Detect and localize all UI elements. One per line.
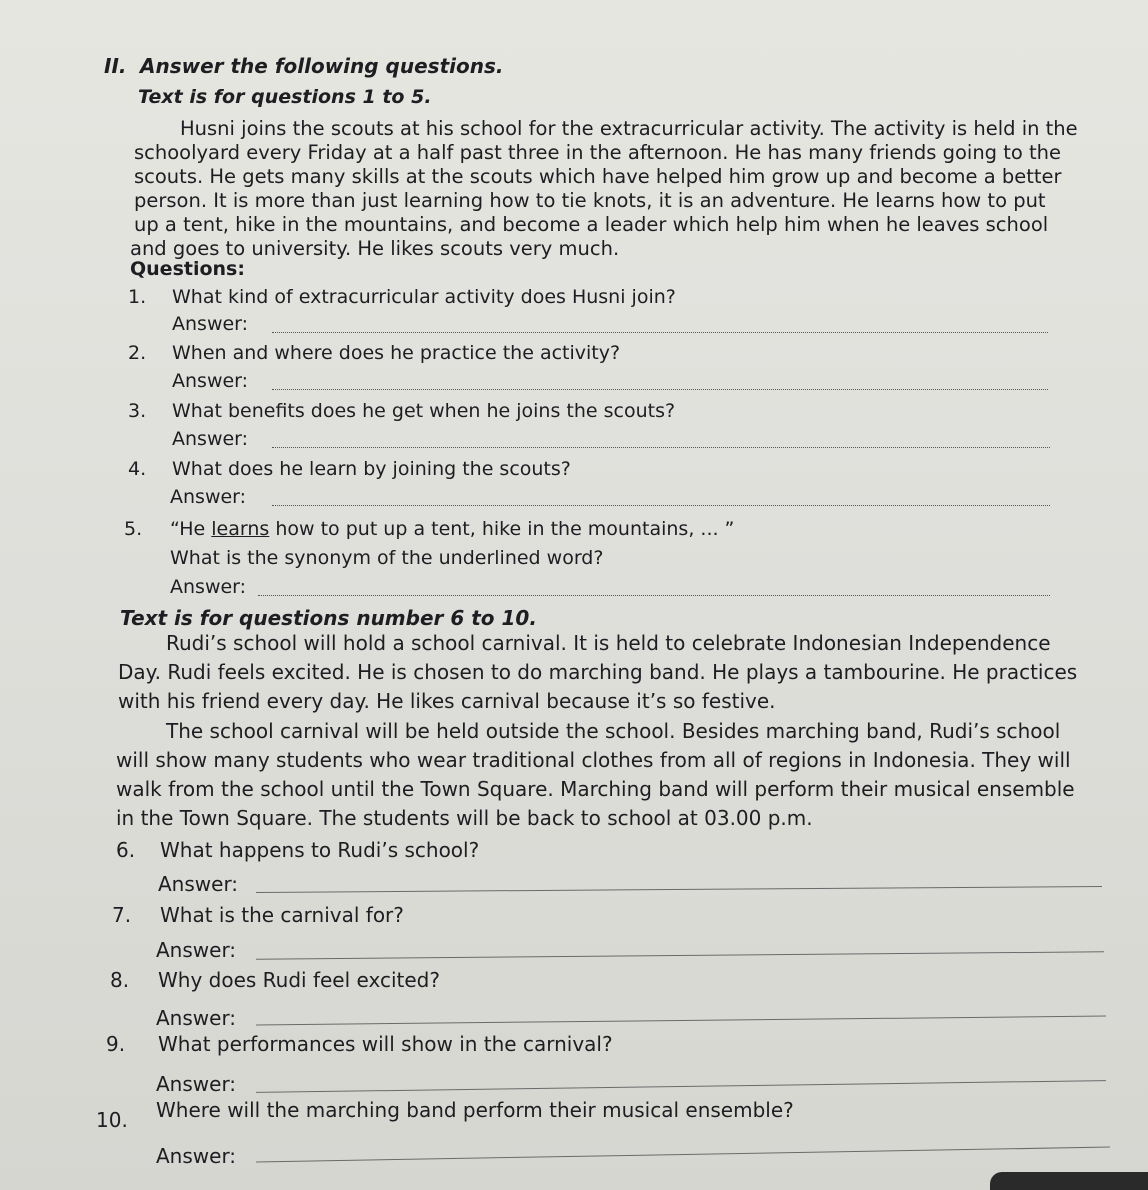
question-text: What kind of extracurricular activity does Husni join?: [172, 286, 676, 308]
text2-line: Day. Rudi feels excited. He is chosen to do marching band. He plays a tambourine. He practices: [118, 660, 1078, 684]
text1-heading: Text is for questions 1 to 5.: [138, 86, 432, 108]
answer-line[interactable]: [256, 886, 1102, 893]
answer-label: Answer:: [172, 313, 249, 335]
answer-line[interactable]: [256, 1016, 1106, 1026]
text1-line: Husni joins the scouts at his school for the extracurricular activity. The activity is held in the: [180, 117, 1078, 140]
question-text: What is the synonym of the underlined word?: [170, 547, 604, 569]
section-title: Answer the following questions.: [140, 54, 504, 78]
answer-label: Answer:: [156, 1072, 237, 1096]
text2-heading: Text is for questions number 6 to 10.: [120, 606, 537, 630]
question-number: 6.: [116, 838, 136, 862]
text1-line: and goes to university. He likes scouts very much.: [130, 237, 620, 260]
question-text: What does he learn by joining the scouts?: [172, 458, 571, 480]
answer-line[interactable]: [272, 447, 1050, 448]
question-text: What is the carnival for?: [160, 903, 404, 927]
answer-line[interactable]: [272, 505, 1050, 506]
question-number: 9.: [106, 1032, 126, 1056]
question-number: 4.: [128, 458, 147, 480]
text2-line: with his friend every day. He likes carnival because it’s so festive.: [118, 689, 776, 713]
text1-line: up a tent, hike in the mountains, and become a leader which help him when he leaves school: [134, 213, 1049, 236]
answer-label: Answer:: [172, 370, 249, 392]
answer-label: Answer:: [156, 1144, 237, 1168]
text2-line: in the Town Square. The students will be back to school at 03.00 p.m.: [116, 806, 813, 830]
answer-line[interactable]: [258, 595, 1050, 596]
text1-line: schoolyard every Friday at a half past three in the afternoon. He has many friends going to the: [134, 141, 1062, 164]
question-text: What benefits does he get when he joins the scouts?: [172, 400, 676, 422]
answer-label: Answer:: [172, 428, 249, 450]
answer-line[interactable]: [256, 951, 1104, 959]
quote-rest: how to put up a tent, hike in the mountains, ... ”: [269, 518, 735, 540]
answer-label: Answer:: [156, 1006, 237, 1030]
page-edge-shadow: [990, 1172, 1148, 1190]
text2-line: The school carnival will be held outside the school. Besides marching band, Rudi’s school: [166, 719, 1061, 743]
question-number: 1.: [128, 286, 147, 308]
question-number: 10.: [96, 1108, 128, 1132]
question-number: 5.: [124, 518, 143, 540]
answer-label: Answer:: [170, 486, 247, 508]
question-quote: [170, 518, 734, 540]
answer-line[interactable]: [272, 389, 1048, 390]
question-number: 3.: [128, 400, 147, 422]
text1-line: person. It is more than just learning how to tie knots, it is an adventure. He learns how to put: [134, 189, 1046, 212]
answer-label: Answer:: [158, 872, 239, 896]
answer-label: Answer:: [156, 938, 237, 962]
question-number: 2.: [128, 342, 147, 364]
section-number: II.: [104, 54, 127, 78]
text2-line: Rudi’s school will hold a school carnival. It is held to celebrate Indonesian Independence: [166, 631, 1051, 655]
question-text: Where will the marching band perform their musical ensemble?: [156, 1098, 794, 1122]
text2-line: will show many students who wear traditional clothes from all of regions in Indonesia. They will: [116, 748, 1071, 772]
question-number: 8.: [110, 968, 130, 992]
answer-line[interactable]: [272, 332, 1048, 333]
text2-line: walk from the school until the Town Square. Marching band will perform their musical ensemble: [116, 777, 1075, 801]
question-text: What happens to Rudi’s school?: [160, 838, 480, 862]
underlined-word: learns: [211, 518, 270, 540]
question-text: When and where does he practice the activity?: [172, 342, 621, 364]
question-text: What performances will show in the carnival?: [158, 1032, 613, 1056]
question-text: Why does Rudi feel excited?: [158, 968, 440, 992]
answer-line[interactable]: [256, 1080, 1106, 1093]
question-number: 7.: [112, 903, 132, 927]
questions-label: Questions:: [130, 258, 245, 280]
text1-line: scouts. He gets many skills at the scouts which have helped him grow up and become a better: [134, 165, 1062, 188]
answer-line[interactable]: [256, 1147, 1110, 1163]
quote-start: “He: [170, 518, 212, 540]
answer-label: Answer:: [170, 576, 247, 598]
